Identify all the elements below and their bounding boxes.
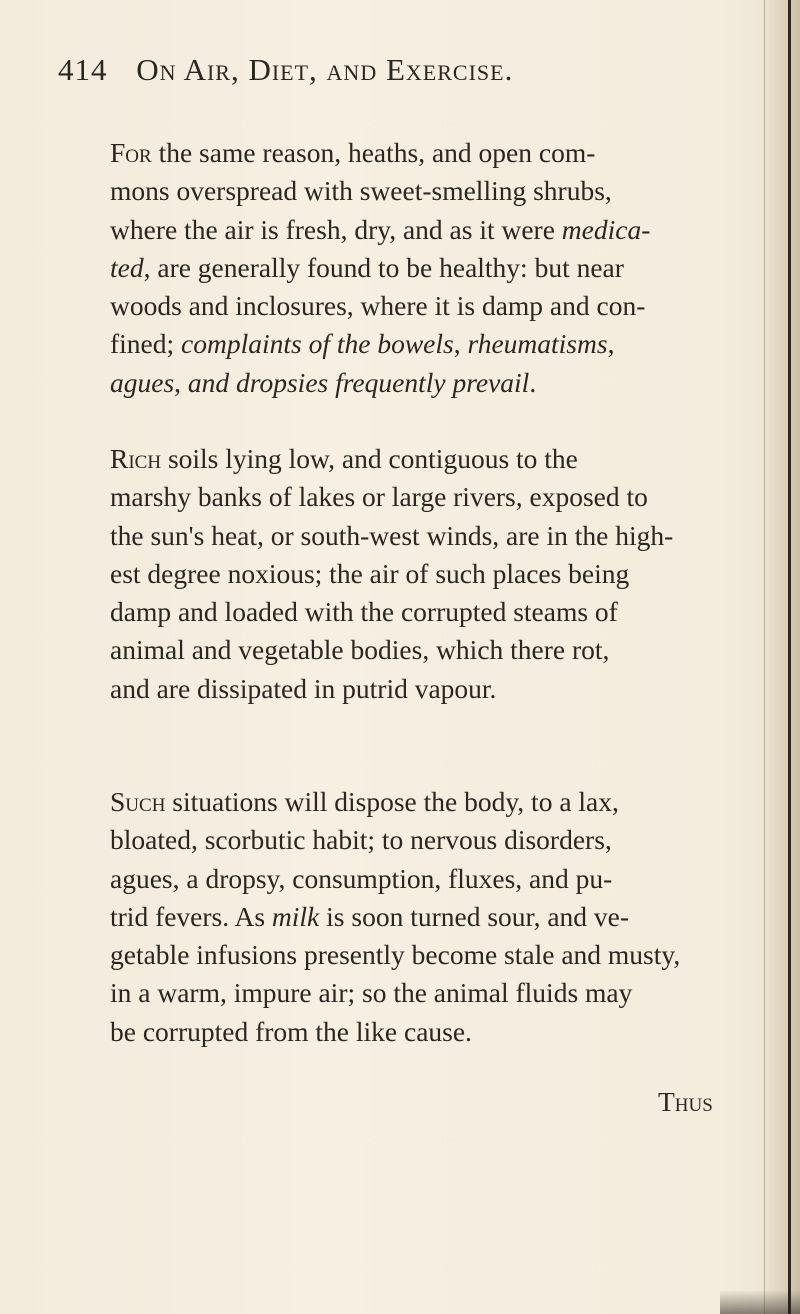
paragraph-line: agues, a dropsy, consumption, fluxes, and pu- <box>110 862 613 894</box>
paragraph-line <box>60 783 708 821</box>
paragraph-line: bloated, scorbutic habit; to nervous disorders, <box>110 824 612 856</box>
running-head-title: On Air, Diet, and Exercise. <box>136 52 514 87</box>
paragraph-lead-word: For <box>110 137 152 168</box>
paragraph-line: in a warm, impure air; so the animal fluids may <box>110 977 633 1009</box>
paragraph-line: getable infusions presently become stale and musty, <box>110 939 681 971</box>
paragraph-line: trid fevers. As milk is soon turned sour, and ve- <box>110 900 630 932</box>
paragraph-line: and are dissipated in putrid vapour. <box>110 672 497 704</box>
paragraph-lead-word: Rich <box>110 443 162 474</box>
paragraph-line: fined; complaints of the bowels, rheumatisms, <box>110 328 615 360</box>
paragraph-line: animal and vegetable bodies, which there rot, <box>110 634 610 666</box>
paragraph-line: mons overspread with sweet-smelling shrubs, <box>110 175 612 207</box>
page-edge-line-inner <box>764 0 765 1314</box>
paragraph-line: ted, are generally found to be healthy: but near <box>110 251 624 283</box>
page-corner-shadow <box>720 1290 800 1314</box>
page-gutter-edge <box>760 0 800 1314</box>
paragraph-line: where the air is fresh, dry, and as it were medica- <box>110 213 651 245</box>
paragraph-line-text: soils lying low, and contiguous to the <box>161 443 578 474</box>
paragraph-line-text: situations will dispose the body, to a lax, <box>165 786 619 817</box>
paragraph-line: est degree noxious; the air of such places being <box>110 557 630 589</box>
paragraph-line: woods and inclosures, where it is damp and con- <box>110 290 646 322</box>
paragraph-line: damp and loaded with the corrupted steams of <box>110 596 618 628</box>
paragraph-line: be corrupted from the like cause. <box>110 1015 472 1047</box>
paragraph-lead-word: Such <box>110 786 166 817</box>
paragraph-line: the sun's heat, or south-west winds, are in the high- <box>110 519 674 551</box>
paragraph-heaths <box>60 134 708 402</box>
paragraph-rich-soils <box>60 440 708 708</box>
paragraph-line: marshy banks of lakes or large rivers, exposed to <box>110 481 648 513</box>
page-number: 414 <box>58 52 108 87</box>
paragraph-line-text: the same reason, heaths, and open com- <box>151 137 596 168</box>
paragraph-line <box>60 134 708 172</box>
paragraph-line <box>60 440 708 478</box>
paragraph-situations <box>60 783 708 1051</box>
running-header <box>58 52 698 96</box>
page-edge-line <box>788 0 791 1314</box>
catchword: Thus <box>658 1086 713 1117</box>
paragraph-line: agues, and dropsies frequently prevail. <box>110 366 537 398</box>
